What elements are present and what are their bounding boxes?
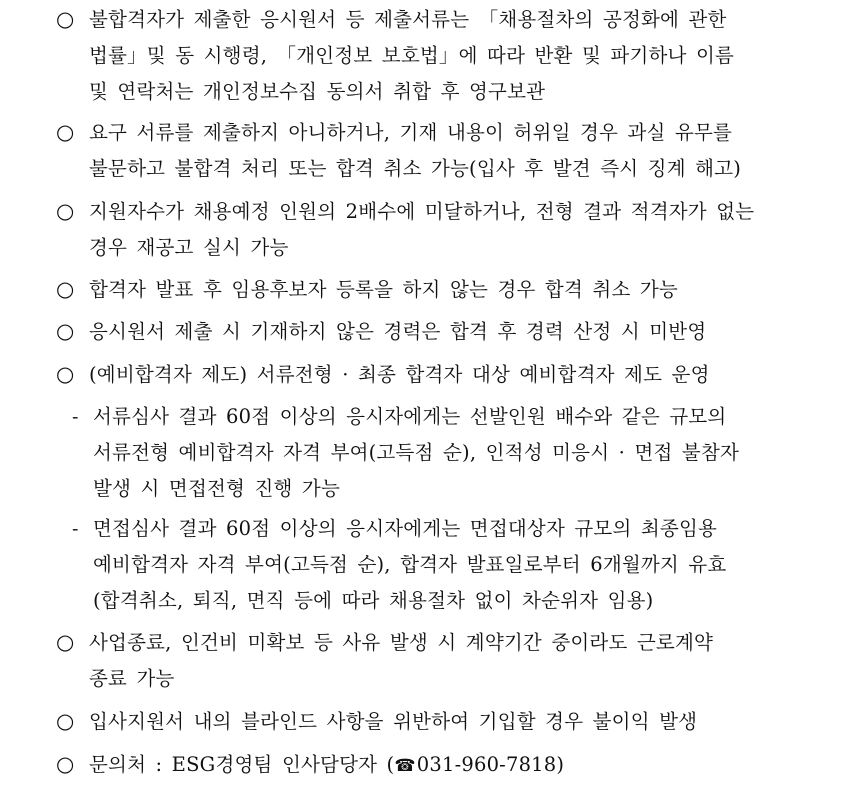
dash-bullet: -: [72, 406, 79, 428]
notice-line: 서류전형 예비합격자 자격 부여(고득점 순), 인적성 미응시 · 면접 불참자: [93, 441, 740, 464]
contact-close-paren: ): [556, 753, 565, 776]
notice-line: 불합격자가 제출한 응시원서 등 제출서류는 「채용절차의 공정화에 관한: [89, 8, 727, 31]
dash-bullet: -: [72, 518, 79, 540]
notice-line: 면접심사 결과 60점 이상의 응시자에게는 면접대상자 규모의 최종임용: [93, 517, 718, 540]
notice-line: 합격자 발표 후 임용후보자 등록을 하지 않는 경우 합격 취소 가능: [89, 278, 678, 301]
circle-bullet: ○: [56, 709, 75, 733]
notice-line: 발생 시 면접전형 진행 가능: [93, 477, 341, 500]
notice-line: (예비합격자 제도) 서류전형 · 최종 합격자 대상 예비합격자 제도 운영: [89, 363, 710, 386]
contact-label: 문의처 : ESG경영팀 인사담당자 (: [89, 753, 395, 776]
circle-bullet: ○: [56, 120, 75, 144]
notice-line: 종료 가능: [89, 667, 175, 690]
notice-line: 사업종료, 인건비 미확보 등 사유 발생 시 계약기간 중이라도 근로계약: [89, 631, 714, 654]
notice-line: 경우 재공고 실시 가능: [89, 236, 289, 259]
notice-line: 요구 서류를 제출하지 아니하거나, 기재 내용이 허위일 경우 과실 유무를: [89, 121, 733, 144]
notice-line: 법률」및 동 시행령, 「개인정보 보호법」에 따라 반환 및 파기하나 이름: [89, 44, 735, 67]
notice-line: 지원자수가 채용예정 인원의 2배수에 미달하거나, 전형 결과 적격자가 없는: [89, 200, 755, 223]
notice-line: 서류심사 결과 60점 이상의 응시자에게는 선발인원 배수와 같은 규모의: [93, 405, 727, 428]
contact-line: [89, 752, 564, 779]
telephone-icon: ☎: [394, 756, 416, 776]
notice-line: 응시원서 제출 시 기재하지 않은 경력은 합격 후 경력 산정 시 미반영: [89, 320, 707, 343]
notice-line: (합격취소, 퇴직, 면직 등에 따라 채용절차 없이 차순위자 임용): [93, 589, 654, 612]
circle-bullet: ○: [56, 277, 75, 301]
notice-line: 예비합격자 자격 부여(고득점 순), 합격자 발표일로부터 6개월까지 유효: [93, 553, 727, 576]
circle-bullet: ○: [56, 630, 75, 654]
circle-bullet: ○: [56, 362, 75, 386]
phone-number: 031-960-7818: [416, 753, 557, 776]
circle-bullet: ○: [56, 319, 75, 343]
notice-line: 및 연락처는 개인정보수집 동의서 취합 후 영구보관: [89, 80, 546, 103]
circle-bullet: ○: [56, 199, 75, 223]
notice-line: 불문하고 불합격 처리 또는 합격 취소 가능(입사 후 발견 즉시 징계 해고): [89, 157, 742, 180]
circle-bullet: ○: [56, 752, 75, 776]
circle-bullet: ○: [56, 7, 75, 31]
notice-line: 입사지원서 내의 블라인드 사항을 위반하여 기입할 경우 불이익 발생: [89, 710, 698, 733]
